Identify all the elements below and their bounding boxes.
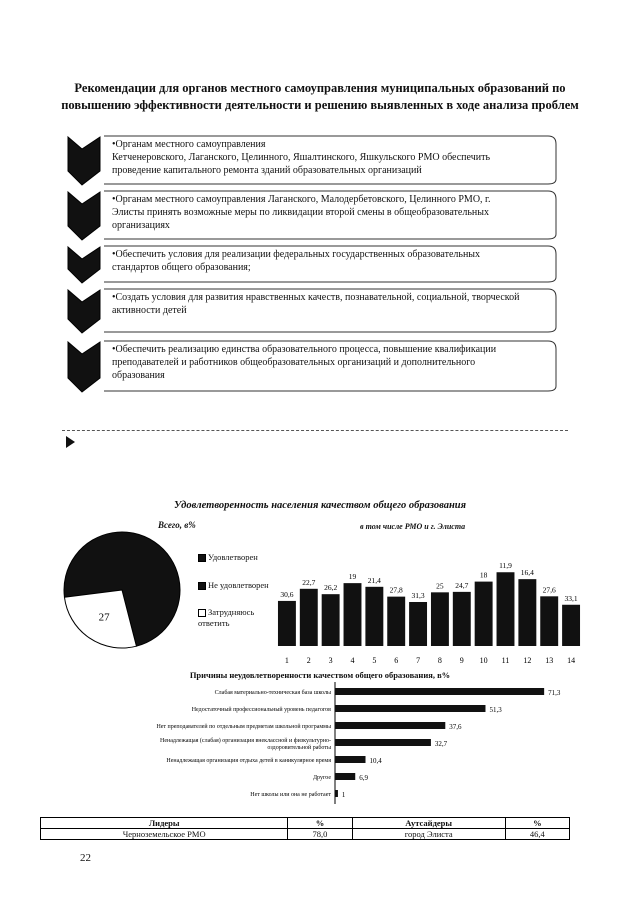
table-cell: город Элиста <box>352 829 505 840</box>
recommendation-line: •Обеспечить реализацию единства образовательного процесса, повышение квалификации <box>112 344 497 355</box>
bar-data-label: 25 <box>436 581 444 591</box>
bar <box>322 594 340 646</box>
recommendation-text <box>112 193 491 232</box>
recommendation-text <box>112 138 490 177</box>
table-row <box>41 829 570 840</box>
legend-label-unsatisfied: Не удовлетворен <box>208 580 269 590</box>
bar <box>431 592 449 646</box>
bar <box>409 602 427 646</box>
bar-data-label: 16,4 <box>520 568 534 578</box>
bar <box>335 773 355 780</box>
bar-data-label: 37,6 <box>449 723 462 731</box>
legend-item-undecided <box>198 607 268 629</box>
bar-data-label: 21,4 <box>367 575 381 585</box>
page-number: 22 <box>80 852 91 864</box>
bar-data-label: 27,8 <box>389 585 403 595</box>
y-category-label: Нет школы или она не работает <box>250 792 331 798</box>
bar <box>540 596 558 646</box>
satisfaction-district-bar-chart <box>276 530 582 670</box>
legend-item-unsatisfied <box>198 580 269 591</box>
table-header-cell: % <box>288 818 352 829</box>
table-cell: 46,4 <box>505 829 569 840</box>
recommendation-line: Элисты принять возможные меры по ликвидации второй смены в общеобразовательных <box>112 207 489 218</box>
bar-data-label: 31,3 <box>411 590 425 600</box>
satisfaction-pie-chart <box>60 528 190 653</box>
recommendation-line: Кетченеровского, Лаганского, Целинного, Яшалтинского, Яшкульского РМО обеспечить <box>112 152 491 163</box>
bar <box>518 579 536 646</box>
bar <box>344 583 362 646</box>
y-category-label: Слабая материально-техническая база школы <box>214 690 331 696</box>
satisfaction-title: Удовлетворенность населения качеством общего образования <box>173 500 467 511</box>
x-tick-label: 8 <box>437 656 442 665</box>
recommendation-text <box>112 343 496 382</box>
reasons-chart-title: Причины неудовлетворенности качеством общего образования, в% <box>189 670 451 680</box>
bar <box>335 705 485 712</box>
bar-data-label: 32,7 <box>434 740 448 748</box>
pie-data-label: 27 <box>98 611 110 624</box>
x-tick-label: 12 <box>523 656 532 665</box>
recommendation-line: преподавателей и работников общеобразовательных организаций и дополнительного <box>112 357 476 368</box>
x-tick-label: 10 <box>479 656 488 665</box>
bar <box>335 790 338 797</box>
table-header-cell: Аутсайдеры <box>352 818 505 829</box>
recommendation-line: стандартов общего образования; <box>112 262 251 273</box>
x-tick-label: 4 <box>350 656 355 665</box>
x-tick-label: 11 <box>501 656 510 665</box>
bar-sub-label: в том числе РМО и г. Элиста <box>360 522 466 531</box>
y-category-label: Другое <box>312 775 331 781</box>
legend-label-undecided: Затрудняюсь ответить <box>198 607 255 628</box>
table-header-cell: % <box>505 818 569 829</box>
bar-data-label: 22,7 <box>302 577 316 587</box>
bar-data-label: 1 <box>341 791 346 799</box>
recommendation-line: активности детей <box>112 305 187 316</box>
legend-item-satisfied <box>198 552 258 563</box>
recommendation-text <box>112 248 480 274</box>
table-header-row <box>41 818 570 829</box>
bar-data-label: 11,9 <box>499 561 512 571</box>
bar <box>453 592 471 646</box>
x-tick-label: 9 <box>459 656 464 665</box>
x-tick-label: 5 <box>372 656 377 665</box>
page-title: Рекомендации для органов местного самоуправления муниципальных образований по повышению эффективности деятельности и решению выявленных в ходе анализа проблем <box>61 81 579 112</box>
bar <box>562 605 580 646</box>
bar-data-label: 30,6 <box>280 589 294 599</box>
recommendation-line: проведение капитального ремонта зданий образовательных организаций <box>112 165 422 176</box>
recommendation-item <box>60 245 560 283</box>
recommendation-item <box>60 135 560 185</box>
bar-data-label: 51,3 <box>489 706 502 714</box>
recommendation-item <box>60 190 560 240</box>
bar <box>335 739 431 746</box>
bar <box>475 582 493 646</box>
legend-swatch-undecided <box>198 609 206 617</box>
x-tick-label: 2 <box>306 656 311 665</box>
table-cell: 78,0 <box>288 829 352 840</box>
x-tick-label: 14 <box>567 656 576 665</box>
bar-data-label: 27,6 <box>542 585 556 595</box>
bar-data-label: 6,9 <box>359 774 368 782</box>
table-cell: Черноземельское РМО <box>41 829 288 840</box>
bar-data-label: 18 <box>479 570 488 580</box>
bar-data-label: 33,1 <box>564 593 578 603</box>
bar <box>335 722 445 729</box>
bar <box>497 572 515 646</box>
bar <box>335 688 544 695</box>
arrow-right-icon <box>66 436 75 448</box>
bar-data-label: 24,7 <box>455 580 469 590</box>
bar <box>365 587 383 646</box>
recommendation-line: образования <box>112 370 165 381</box>
y-category-label: Нет преподавателей по отдельным предметам школьной программы <box>156 724 331 730</box>
recommendation-text <box>112 291 519 317</box>
table-header-cell: Лидеры <box>41 818 288 829</box>
recommendation-line: •Органам местного самоуправления Лаганского, Малодербетовского, Целинного РМО, г. <box>112 194 491 205</box>
bar-data-label: 19 <box>348 572 357 582</box>
reasons-bar-chart <box>50 680 590 810</box>
section-divider <box>62 430 568 431</box>
x-tick-label: 1 <box>284 656 289 665</box>
bar <box>335 756 366 763</box>
recommendation-item <box>60 340 560 392</box>
bar-data-label: 71,3 <box>548 689 561 697</box>
recommendation-item <box>60 288 560 333</box>
legend-label-satisfied: Удовлетворен <box>208 552 258 562</box>
legend-swatch-unsatisfied <box>198 582 206 590</box>
bar <box>300 589 318 646</box>
bar-data-label: 10,4 <box>369 757 382 765</box>
y-category-label: Недостаточный профессиональный уровень педагогов <box>191 707 331 713</box>
leaders-table <box>40 817 570 840</box>
pie-total-label: Всего, в% <box>158 520 196 530</box>
y-category-label: Ненадлежащая организация отдыха детей в каникулярное время <box>166 758 331 764</box>
legend-swatch-satisfied <box>198 554 206 562</box>
x-tick-label: 13 <box>545 656 554 665</box>
recommendation-line: организациях <box>112 220 170 231</box>
x-tick-label: 7 <box>416 656 421 665</box>
recommendation-line: •Создать условия для развития нравственных качеств, познавательной, социальной, творческой <box>112 292 520 303</box>
recommendation-line: •Органам местного самоуправления <box>112 139 266 150</box>
x-tick-label: 3 <box>328 656 333 665</box>
bar-data-label: 26,2 <box>324 583 338 593</box>
x-tick-label: 6 <box>394 656 399 665</box>
y-category-label: Ненадлежащая (слабая) организация внеклассной и физкультурно-оздоровительной работы <box>159 738 331 751</box>
bar <box>278 601 296 646</box>
bar <box>387 597 405 646</box>
recommendation-line: •Обеспечить условия для реализации федеральных государственных образовательных <box>112 249 481 260</box>
